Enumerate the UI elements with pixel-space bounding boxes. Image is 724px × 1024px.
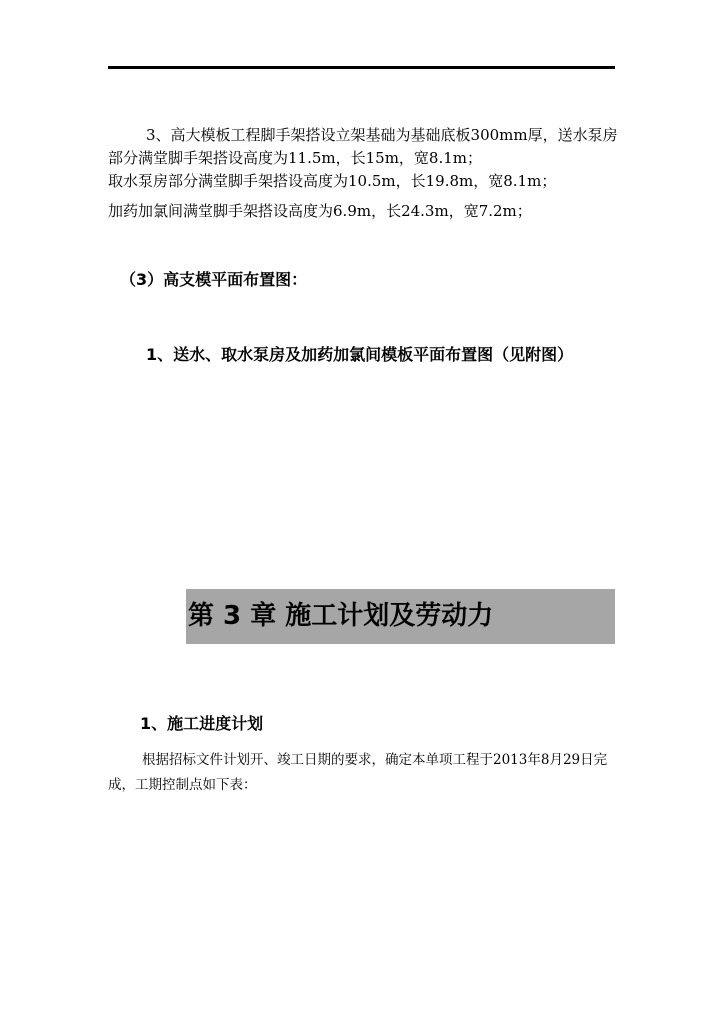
paragraph-intake-pump-house: 取水泵房部分满堂脚手架搭设高度为10.5m，长19.8m，宽8.1m； bbox=[108, 172, 557, 190]
item-layout-drawing: 1、送水、取水泵房及加药加氯间模板平面布置图（见附图） bbox=[146, 345, 574, 364]
paragraph-schedule: 根据招标文件计划开、竣工日期的要求，确定本单项工程于2013年8月29日完成，工期控制点如下表： bbox=[108, 752, 608, 793]
chapter-title: 第 3 章 施工计划及劳动力 bbox=[188, 601, 494, 631]
paragraph-scaffold-foundation: 3、高大模板工程脚手架搭设立架基础为基础底板300mm厚，送水泵房部分满堂脚手架搭设高度为11.5m，长15m，宽8.1m； bbox=[108, 126, 618, 167]
paragraph-dosing-room: 加药加氯间满堂脚手架搭设高度为6.9m，长24.3m，宽7.2m； bbox=[108, 202, 532, 220]
header-rule bbox=[108, 66, 615, 69]
section-heading-schedule: 1、施工进度计划 bbox=[140, 714, 264, 733]
chapter-banner bbox=[186, 589, 615, 644]
subheading-layout-plan: （3）高支模平面布置图： bbox=[120, 270, 308, 289]
